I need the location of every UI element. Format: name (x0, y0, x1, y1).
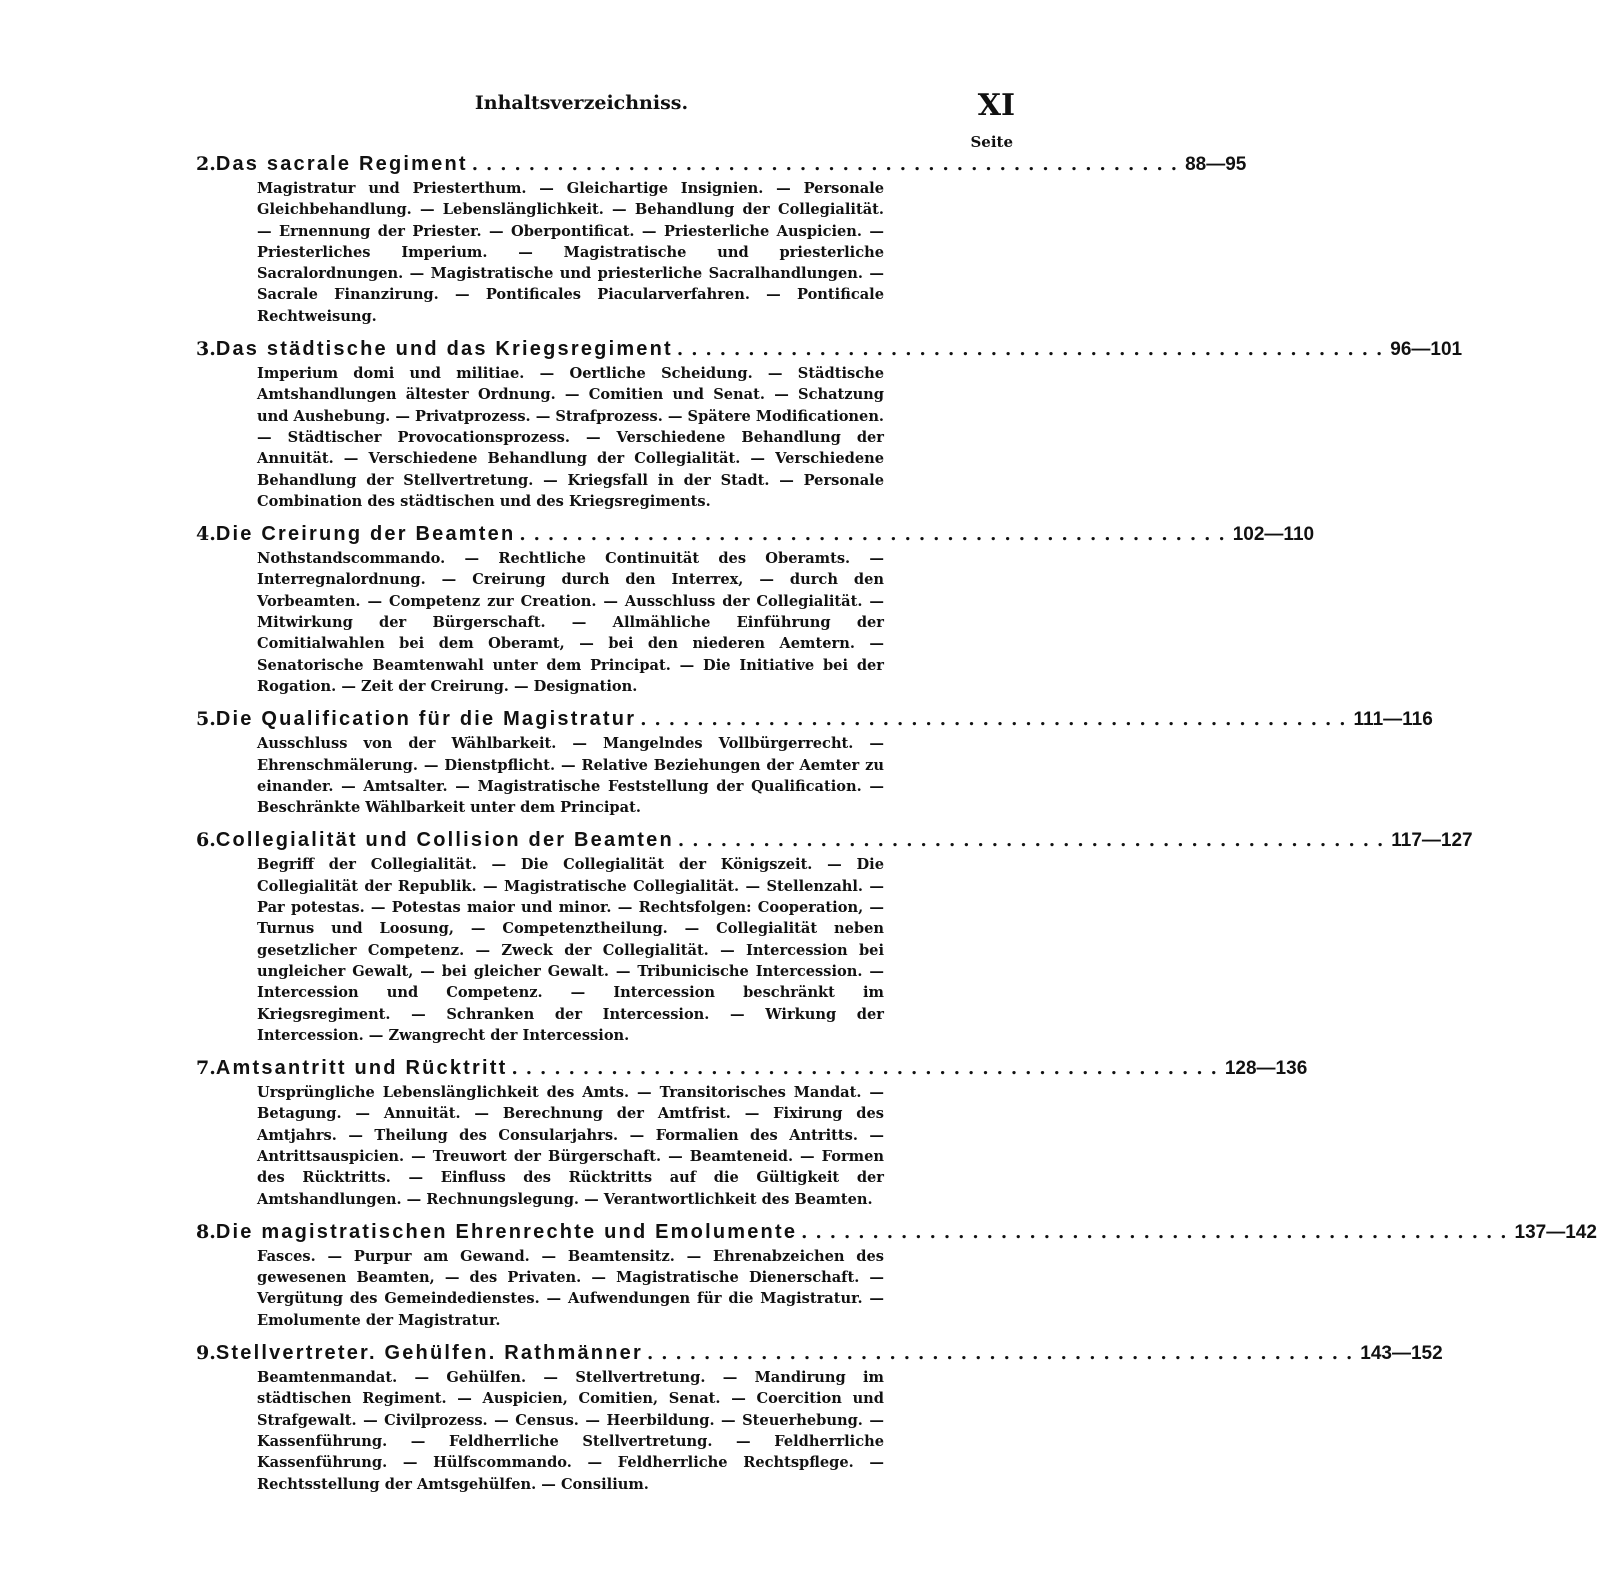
entry-summary: Fasces. — Purpur am Gewand. — Beamtensitz. — Ehrenabzeichen des gewesenen Beamten, — des Privaten. — Magistratische Dienerschaft. — Vergütung des Gemeindedienstes. — Aufwendungen für die Magistratur. — Emolumente der Magistratur. (257, 1247, 884, 1329)
toc-entry-2 (196, 150, 1247, 327)
leader-dots: .................................................. (471, 154, 1186, 175)
entry-summary: Beamtenmandat. — Gehülfen. — Stellvertretung. — Mandirung im städtischen Regiment. — Auspicien, Comitien, Senat. — Coercition und Strafgewalt. — Civilprozess. — Census. — Heerbildung. — Steuerhebung. — Kassenführung. — Feldherrliche Stellvertretung. — Feldherrliche Kassenführung. — Hülfscommando. — Feldherrliche Rechtspflege. — Rechtsstellung der Amtsgehülfen. — Consilium. (257, 1369, 884, 1493)
entry-number: 8. (196, 1220, 216, 1243)
table-of-contents (196, 150, 1597, 1503)
entry-title: Das städtische und das Kriegsregiment (215, 338, 673, 361)
entry-title: Die Creirung der Beamten (215, 523, 516, 546)
entry-title: Das sacrale Regiment (215, 153, 468, 175)
entry-pages: 137—142 (1514, 1221, 1597, 1243)
entry-pages: 128—136 (1224, 1058, 1308, 1080)
entry-number: 4. (196, 523, 216, 546)
entry-pages: 102—110 (1232, 524, 1315, 546)
seite-column-label: Seite (970, 133, 1013, 151)
entry-summary: Ausschluss von der Wählbarkeit. — Mangelndes Vollbürgerrecht. — Ehrenschmälerung. — Dienstpflicht. — Relative Beziehungen der Aemter zu einander. — Amtsalter. — Magistratische Feststellung der Qualification. — Beschränkte Wählbarkeit unter dem Principat. (257, 735, 884, 817)
entry-pages: 88—95 (1185, 154, 1247, 175)
entry-number: 9. (196, 1342, 216, 1365)
entry-summary: Imperium domi und militiae. — Oertliche Scheidung. — Städtische Amtshandlungen ältester Ordnung. — Comitien und Senat. — Schatzung und Aushebung. — Privatprozess. — Strafprozess. — Spätere Modificationen. — Städtischer Provocationsprozess. — Verschiedene Behandlung der Annuität. — Verschiedene Behandlung der Collegialität. — Verschiedene Behandlung der Stellvertretung. — Kriegsfall in der Stadt. — Personale Combination des städtischen und des Kriegsregiments. (257, 365, 885, 510)
entry-title: Collegialität und Collision der Beamten (215, 829, 674, 852)
toc-entry-9 (196, 1339, 1443, 1495)
entry-number: 3. (196, 338, 216, 361)
toc-entry-6 (196, 826, 1473, 1046)
page-number: XI (977, 88, 1015, 123)
entry-pages: 96—101 (1390, 339, 1463, 361)
leader-dots: .................................................. (676, 339, 1391, 361)
toc-entry-3 (196, 335, 1463, 512)
entry-number: 6. (196, 829, 216, 852)
entry-summary: Nothstandscommando. — Rechtliche Continuität des Oberamts. — Interregnalordnung. — Creirung durch den Interrex, — durch den Vorbeamten. — Competenz zur Creation. — Ausschluss der Collegialität. — Mitwirkung der Bürgerschaft. — Allmähliche Einführung der Comitialwahlen bei dem Oberamt, — bei den niederen Aemtern. — Senatorische Beamtenwahl unter dem Principat. — Die Initiative bei der Rogation. — Zeit der Creirung. — Designation. (257, 550, 884, 695)
entry-title: Die Qualification für die Magistratur (215, 708, 637, 731)
running-header-title: Inhaltsverzeichniss. (474, 92, 689, 114)
entry-summary: Ursprüngliche Lebenslänglichkeit des Amts. — Transitorisches Mandat. — Betagung. — Annuität. — Berechnung der Amtfrist. — Fixirung des Amtjahrs. — Theilung des Consularjahrs. — Formalien des Antritts. — Antrittsauspicien. — Treuwort der Bürgerschaft. — Beamteneid. — Formen des Rücktritts. — Einfluss des Rücktritts auf die Gültigkeit der Amtshandlungen. — Rechnungslegung. — Verantwortlichkeit des Beamten. (257, 1084, 884, 1208)
leader-dots: .................................................. (519, 524, 1233, 546)
entry-title: Die magistratischen Ehrenrechte und Emolumente (215, 1220, 798, 1243)
toc-entry-5 (196, 705, 1433, 818)
leader-dots: .................................................. (677, 830, 1392, 852)
toc-entry-7 (196, 1054, 1308, 1210)
toc-entry-8 (196, 1218, 1597, 1331)
entry-summary: Begriff der Collegialität. — Die Collegialität der Königszeit. — Die Collegialität der Republik. — Magistratische Collegialität. — Stellenzahl. — Par potestas. — Potestas maior und minor. — Rechtsfolgen: Cooperation, — Turnus und Loosung, — Competenztheilung. — Collegialität neben gesetzlicher Competenz. — Zweck der Collegialität. — Intercession bei ungleicher Gewalt, — bei gleicher Gewalt. — Tribunicische Intercession. — Intercession und Competenz. — Intercession beschränkt im Kriegsregiment. — Schranken der Intercession. — Wirkung der Intercession. — Zwangrecht der Intercession. (257, 856, 884, 1044)
entry-number: 7. (196, 1057, 216, 1080)
leader-dots: .................................................. (511, 1058, 1225, 1080)
entry-pages: 111—116 (1353, 709, 1433, 731)
entry-title: Stellvertreter. Gehülfen. Rathmänner (215, 1342, 643, 1365)
toc-entry-4 (196, 520, 1315, 697)
leader-dots: .................................................. (801, 1221, 1515, 1243)
leader-dots: .................................................. (646, 1343, 1361, 1365)
entry-pages: 117—127 (1391, 830, 1473, 852)
entry-pages: 143—152 (1360, 1343, 1443, 1365)
entry-number: 5. (196, 708, 216, 731)
entry-title: Amtsantritt und Rücktritt (215, 1057, 508, 1080)
leader-dots: .................................................. (640, 709, 1354, 731)
entry-number: 2. (196, 153, 216, 175)
entry-summary: Magistratur und Priesterthum. — Gleichartige Insignien. — Personale Gleichbehandlung. — Lebenslänglichkeit. — Behandlung der Collegialität. — Ernennung der Priester. — Oberpontificat. — Priesterliche Auspicien. — Priesterliches Imperium. — Magistratische und priesterliche Sacralordnungen. — Magistratische und priesterliche Sacralhandlungen. — Sacrale Finanzirung. — Pontificales Piacularverfahren. — Pontificale Rechtweisung. (257, 180, 884, 325)
